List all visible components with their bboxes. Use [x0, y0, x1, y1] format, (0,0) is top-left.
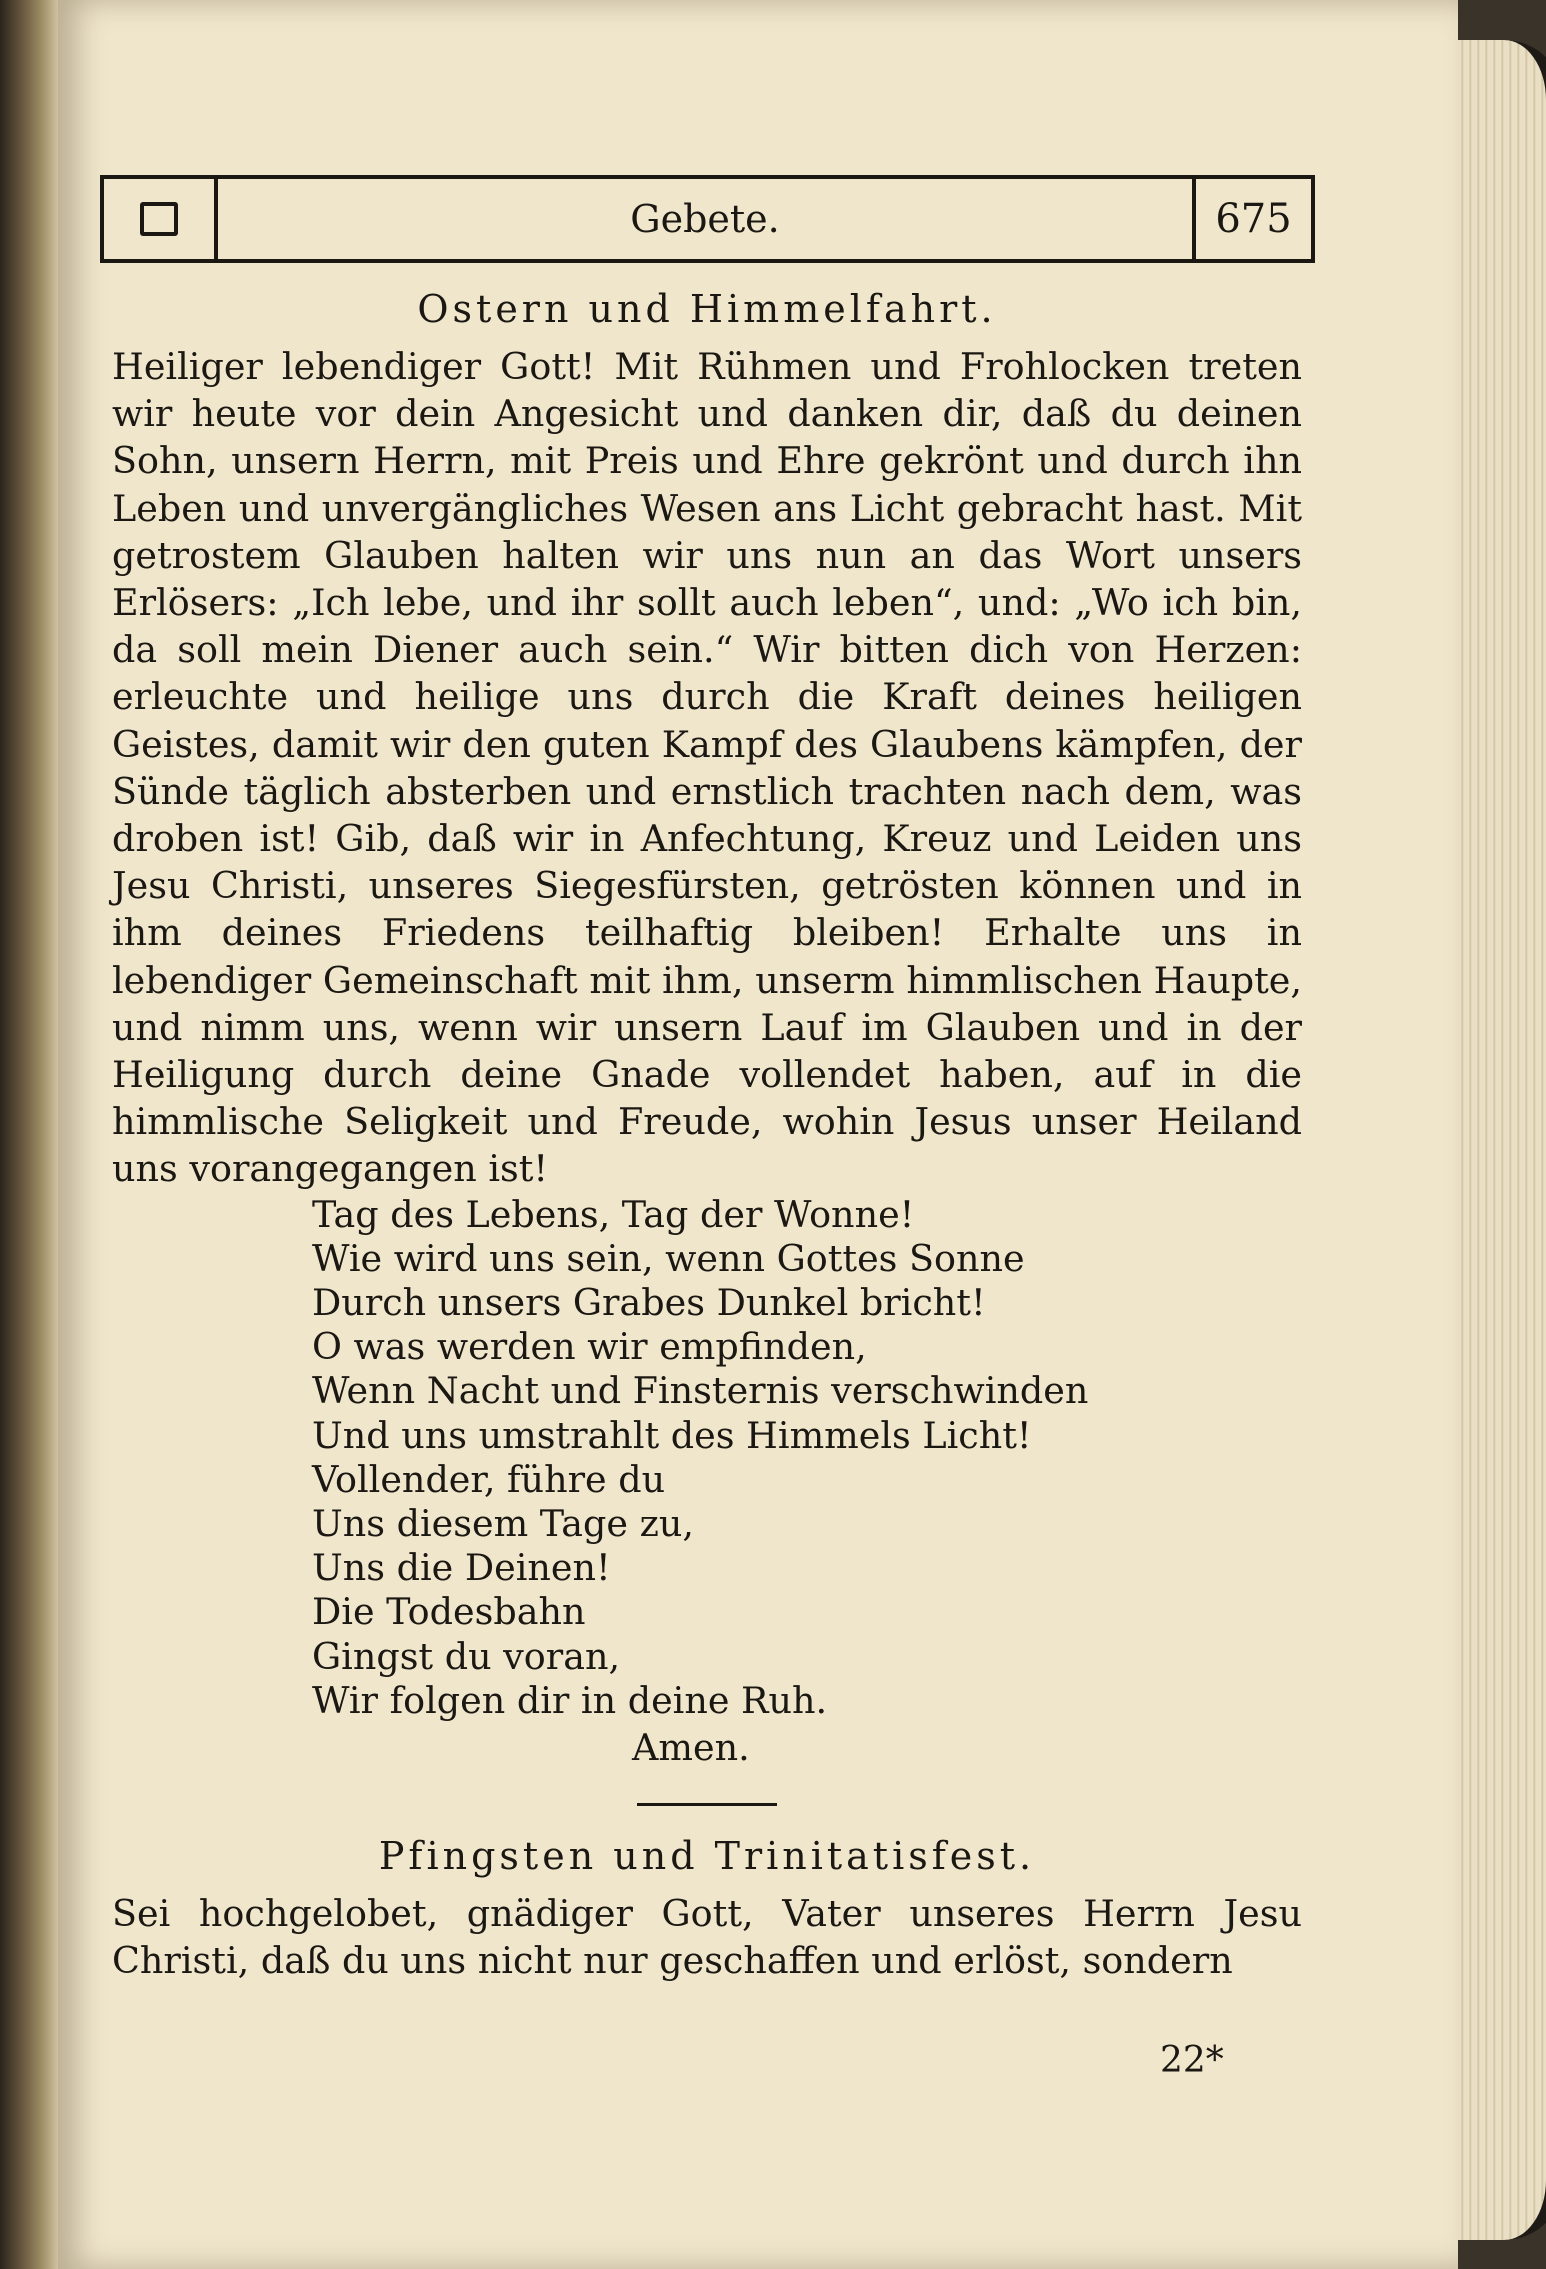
verse-line: Wenn Nacht und Finsternis verschwinden	[312, 1369, 1089, 1413]
page-header	[100, 175, 1315, 263]
prayer-pentecost: Sei hochgelobet, gnädiger Gott, Vater unseres Herrn Jesu Christi, daß du uns nicht nur geschaffen und erlöst, sondern	[112, 1892, 1302, 1983]
verse-line: Durch unsers Grabes Dunkel bricht!	[312, 1281, 986, 1325]
square-ornament-icon	[140, 202, 178, 236]
signature-mark: 22*	[1160, 2040, 1224, 2081]
verse-line: Wie wird uns sein, wenn Gottes Sonne	[312, 1236, 1025, 1280]
section-title-pentecost: Pfingsten und Trinitatisfest.	[378, 1834, 1036, 1879]
verse-line: Die Todesbahn	[312, 1590, 586, 1634]
header-box-cell	[104, 179, 218, 259]
page-number: 675	[1192, 179, 1311, 259]
verse-line: Vollender, führe du	[312, 1457, 666, 1501]
verse-line: O was werden wir empfinden,	[312, 1325, 867, 1369]
hymn-verse	[312, 1193, 1302, 1723]
section-divider	[637, 1803, 777, 1806]
verse-line: Tag des Lebens, Tag der Wonne!	[312, 1192, 915, 1236]
verse-line: Wir folgen dir in deine Ruh.	[312, 1678, 828, 1722]
verse-line: Uns diesem Tage zu,	[312, 1502, 694, 1546]
running-title: Gebete.	[630, 197, 780, 241]
verse-line: Gingst du voran,	[312, 1634, 621, 1678]
amen: Amen.	[632, 1726, 750, 1770]
page-content	[112, 265, 1302, 1985]
prayer-easter: Heiliger lebendiger Gott! Mit Rühmen und Frohlocken treten wir heute vor dein Angesicht und danken dir, daß du deinen Sohn, unsern Herrn, mit Preis und Ehre gekrönt und durch ihn Leben und unvergängliches Wesen ans Licht gebracht hast. Mit getrostem Glauben halten wir uns nun an das Wort unsers Erlösers: „Ich lebe, und ihr sollt auch leben“, und: „Wo ich bin, da soll mein Diener auch sein.“ Wir bitten dich von Herzen: erleuchte und heilige uns durch die Kraft deines heiligen Geistes, damit wir den guten Kampf des Glaubens kämpfen, der Sünde täglich absterben und ernstlich trachten nach dem, was droben ist! Gib, daß wir in Anfechtung, Kreuz und Leiden uns Jesu Christi, unseres Siegesfürsten, getrösten können und in ihm deines Friedens teilhaftig bleiben! Erhalte uns in lebendiger Gemeinschaft mit ihm, unserm himmlischen Haupte, und nimm uns, wenn wir unsern Lauf im Glauben und in der Heiligung durch deine Gnade vollendet haben, auf in die himmlische Seligkeit und Freude, wohin Jesus unser Heiland uns vorangegangen ist!	[112, 345, 1302, 1191]
verse-line: Uns die Deinen!	[312, 1546, 611, 1590]
section-title-easter: Ostern und Himmelfahrt.	[417, 287, 997, 331]
verse-line: Und uns umstrahlt des Himmels Licht!	[312, 1413, 1032, 1457]
book-spine	[0, 0, 58, 2269]
